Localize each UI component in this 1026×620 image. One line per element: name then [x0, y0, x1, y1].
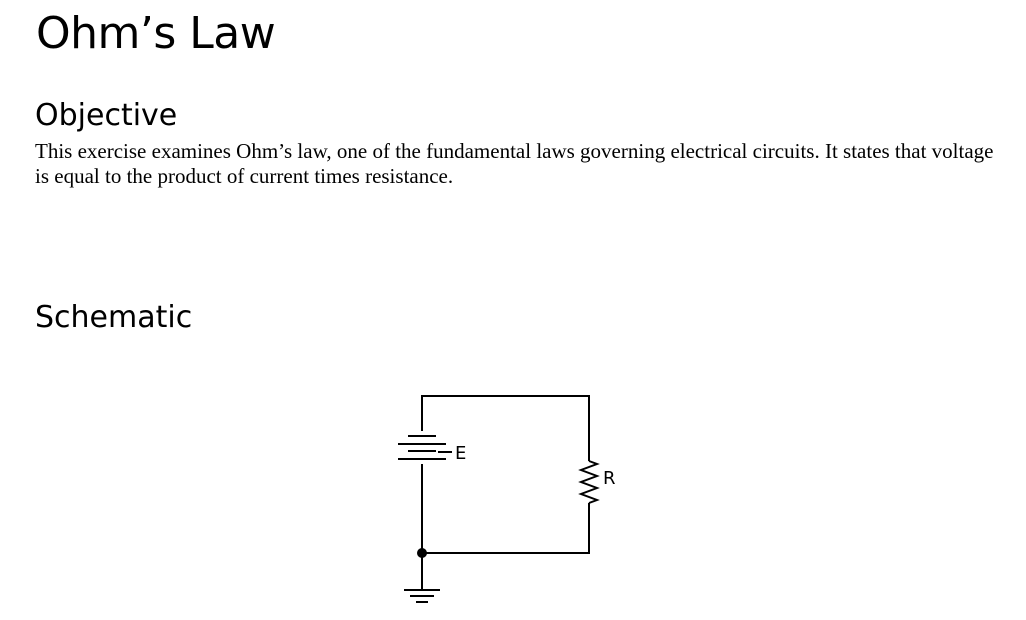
- source-label: E: [455, 443, 467, 464]
- bottom-wire: [422, 503, 589, 553]
- page-title: Ohm’s Law: [36, 8, 276, 59]
- resistor-label: R: [603, 468, 616, 489]
- objective-heading: Objective: [35, 98, 178, 133]
- schematic-heading: Schematic: [35, 300, 193, 335]
- resistor-symbol: [581, 461, 597, 503]
- ground-icon: [404, 553, 440, 602]
- battery-symbol: [398, 436, 446, 459]
- objective-text: This exercise examines Ohm’s law, one of the fundamental laws governing electrical circuits. It states that voltage is equal to the product of current times resistance.: [35, 139, 994, 188]
